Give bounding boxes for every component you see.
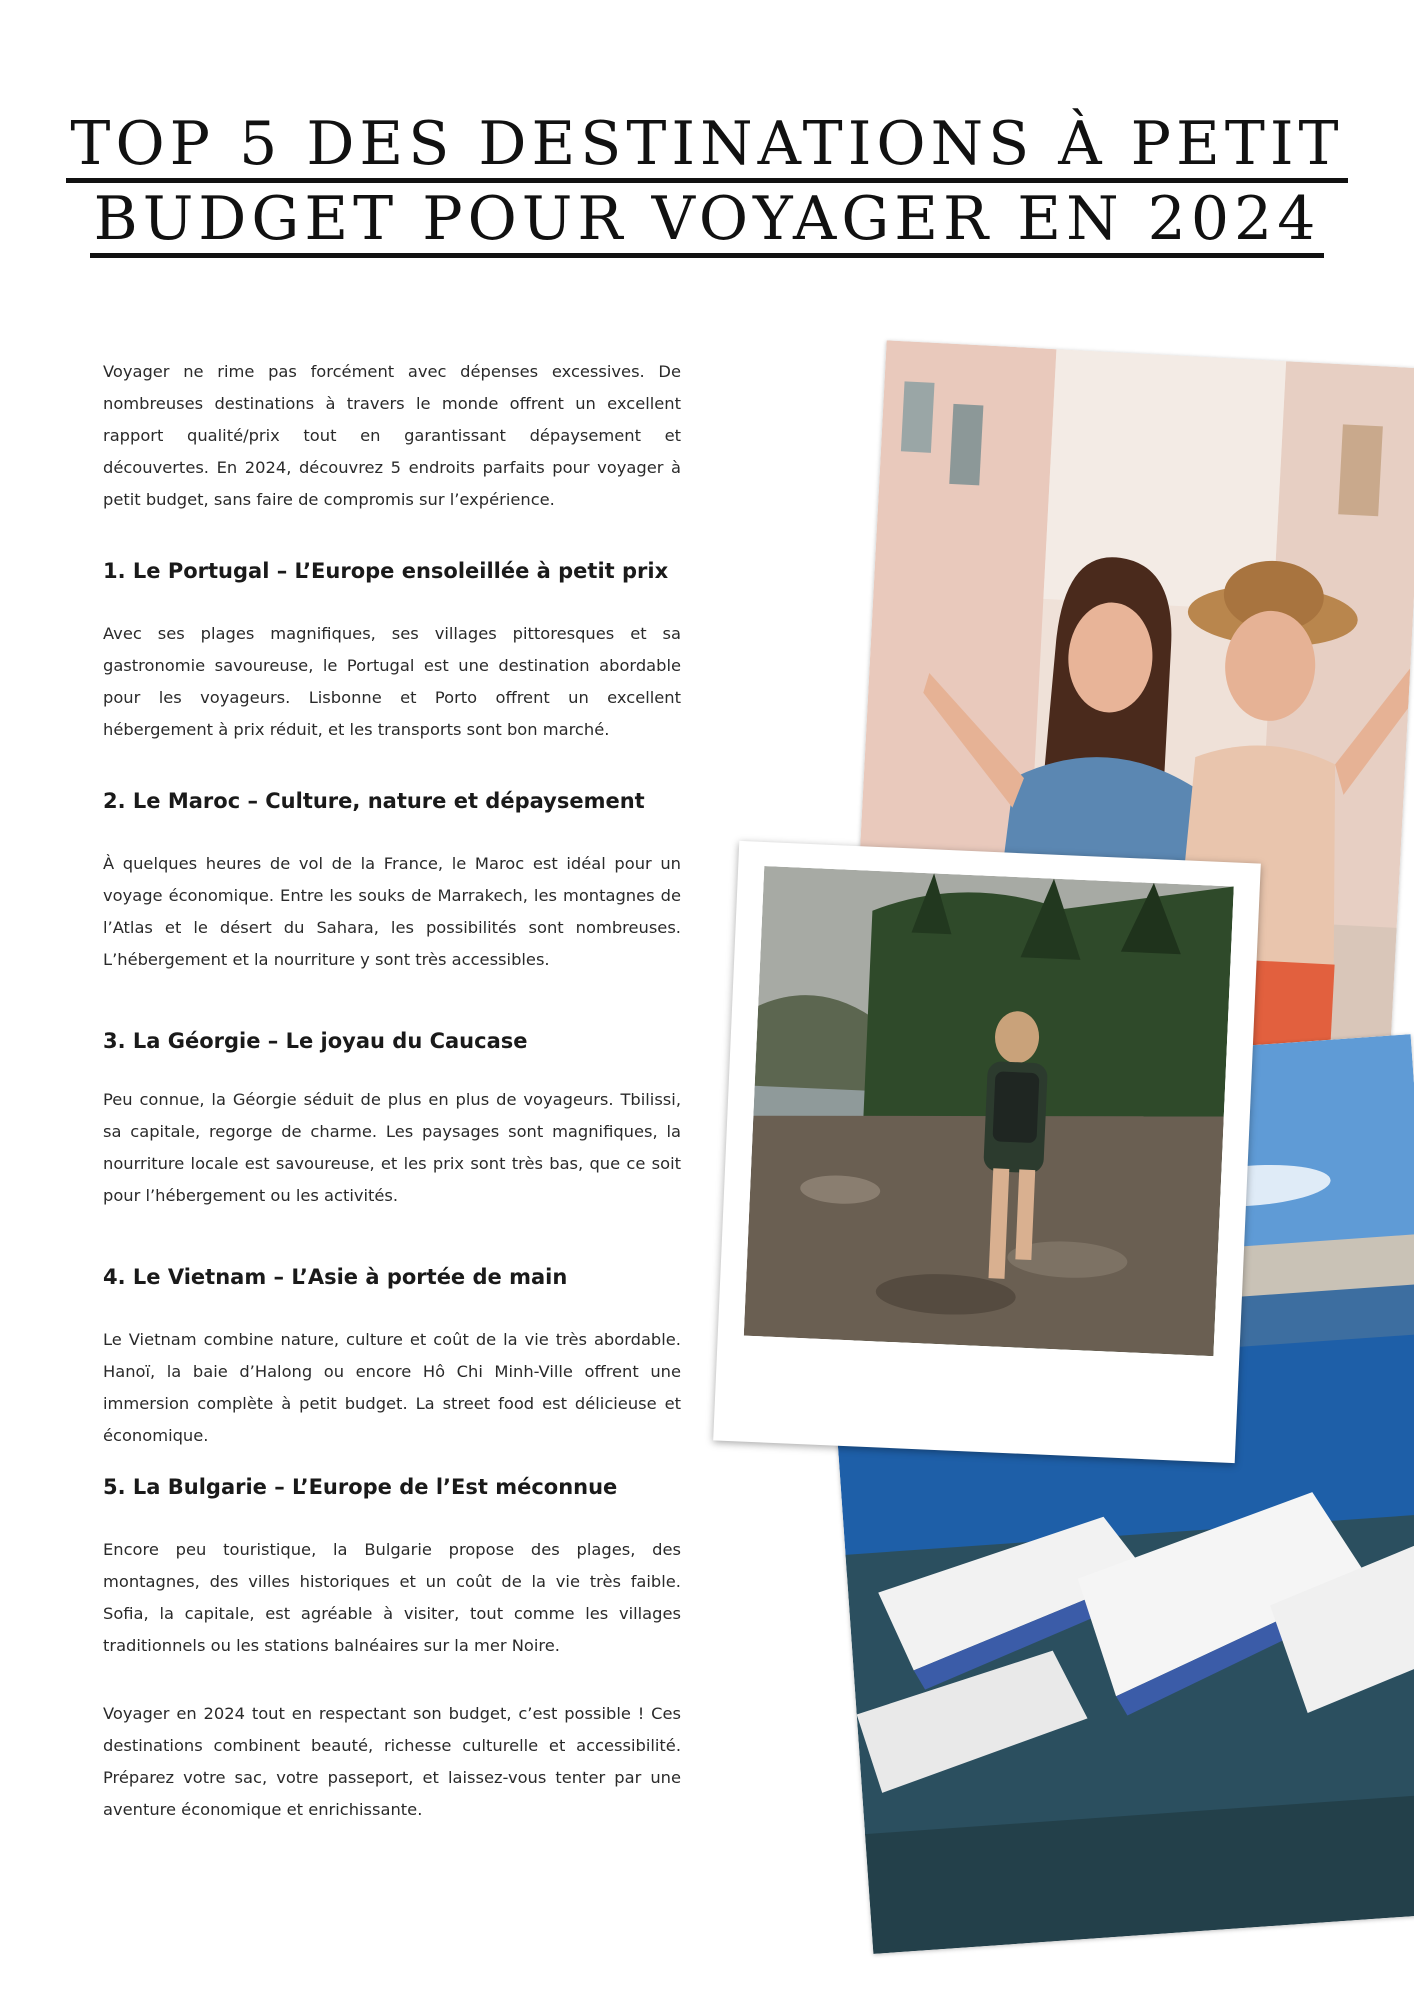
section-1-heading: 1. Le Portugal – L’Europe ensoleillée à petit prix xyxy=(103,559,669,583)
title-line-1: TOP 5 DES DESTINATIONS À PETIT xyxy=(66,112,1347,183)
section-5-text: Encore peu touristique, la Bulgarie propose des plages, des montagnes, des villes historiques et un coût de la vie très faible. Sofia, la capitale, est agréable à visiter, tout comme les villages traditionnels ou les stations balnéaires sur la mer Noire. xyxy=(103,1540,681,1655)
section-4-heading: 4. Le Vietnam – L’Asie à portée de main xyxy=(103,1265,568,1289)
section-2-heading: 2. Le Maroc – Culture, nature et dépaysement xyxy=(103,789,645,813)
conclusion-paragraph: Voyager en 2024 tout en respectant son budget, c’est possible ! Ces destinations combinent beauté, richesse culturelle et accessibilité. Préparez votre sac, votre passeport, et laissez-vous tenter par une aventure économique et enrichissante. xyxy=(103,1704,681,1819)
section-3-heading: 3. La Géorgie – Le joyau du Caucase xyxy=(103,1029,528,1053)
section-4-text: Le Vietnam combine nature, culture et coût de la vie très abordable. Hanoï, la baie d’Halong ou encore Hô Chi Minh-Ville offrent une immersion complète à petit budget. La street food est délicieuse et économique. xyxy=(103,1330,681,1445)
section-3-text: Peu connue, la Géorgie séduit de plus en plus de voyageurs. Tbilissi, sa capitale, regorge de charme. Les paysages sont magnifiques, la nourriture locale est savoureuse, et les prix sont très bas, que ce soit pour l’hébergement ou les activités. xyxy=(103,1090,681,1205)
section-5-heading: 5. La Bulgarie – L’Europe de l’Est méconnue xyxy=(103,1475,618,1499)
polaroid-image xyxy=(744,866,1234,1356)
title-line-2: BUDGET POUR VOYAGER EN 2024 xyxy=(90,187,1325,258)
section-1-text: Avec ses plages magnifiques, ses villages pittoresques et sa gastronomie savoureuse, le Portugal est une destination abordable pour les voyageurs. Lisbonne et Porto offrent un excellent hébergement à prix réduit, et les transports sont bon marché. xyxy=(103,624,681,739)
photo-polaroid-hiker xyxy=(713,841,1261,1463)
page-title xyxy=(60,109,1354,262)
intro-paragraph: Voyager ne rime pas forcément avec dépenses excessives. De nombreuses destinations à travers le monde offrent un excellent rapport qualité/prix tout en garantissant dépaysement et découvertes. En 2024, découvrez 5 endroits parfaits pour voyager à petit budget, sans faire de compromis sur l’expérience. xyxy=(103,362,681,509)
section-2-text: À quelques heures de vol de la France, le Maroc est idéal pour un voyage économique. Entre les souks de Marrakech, les montagnes de l’Atlas et le désert du Sahara, les possibilités sont nombreuses. L’hébergement et la nourriture y sont très accessibles. xyxy=(103,854,681,969)
